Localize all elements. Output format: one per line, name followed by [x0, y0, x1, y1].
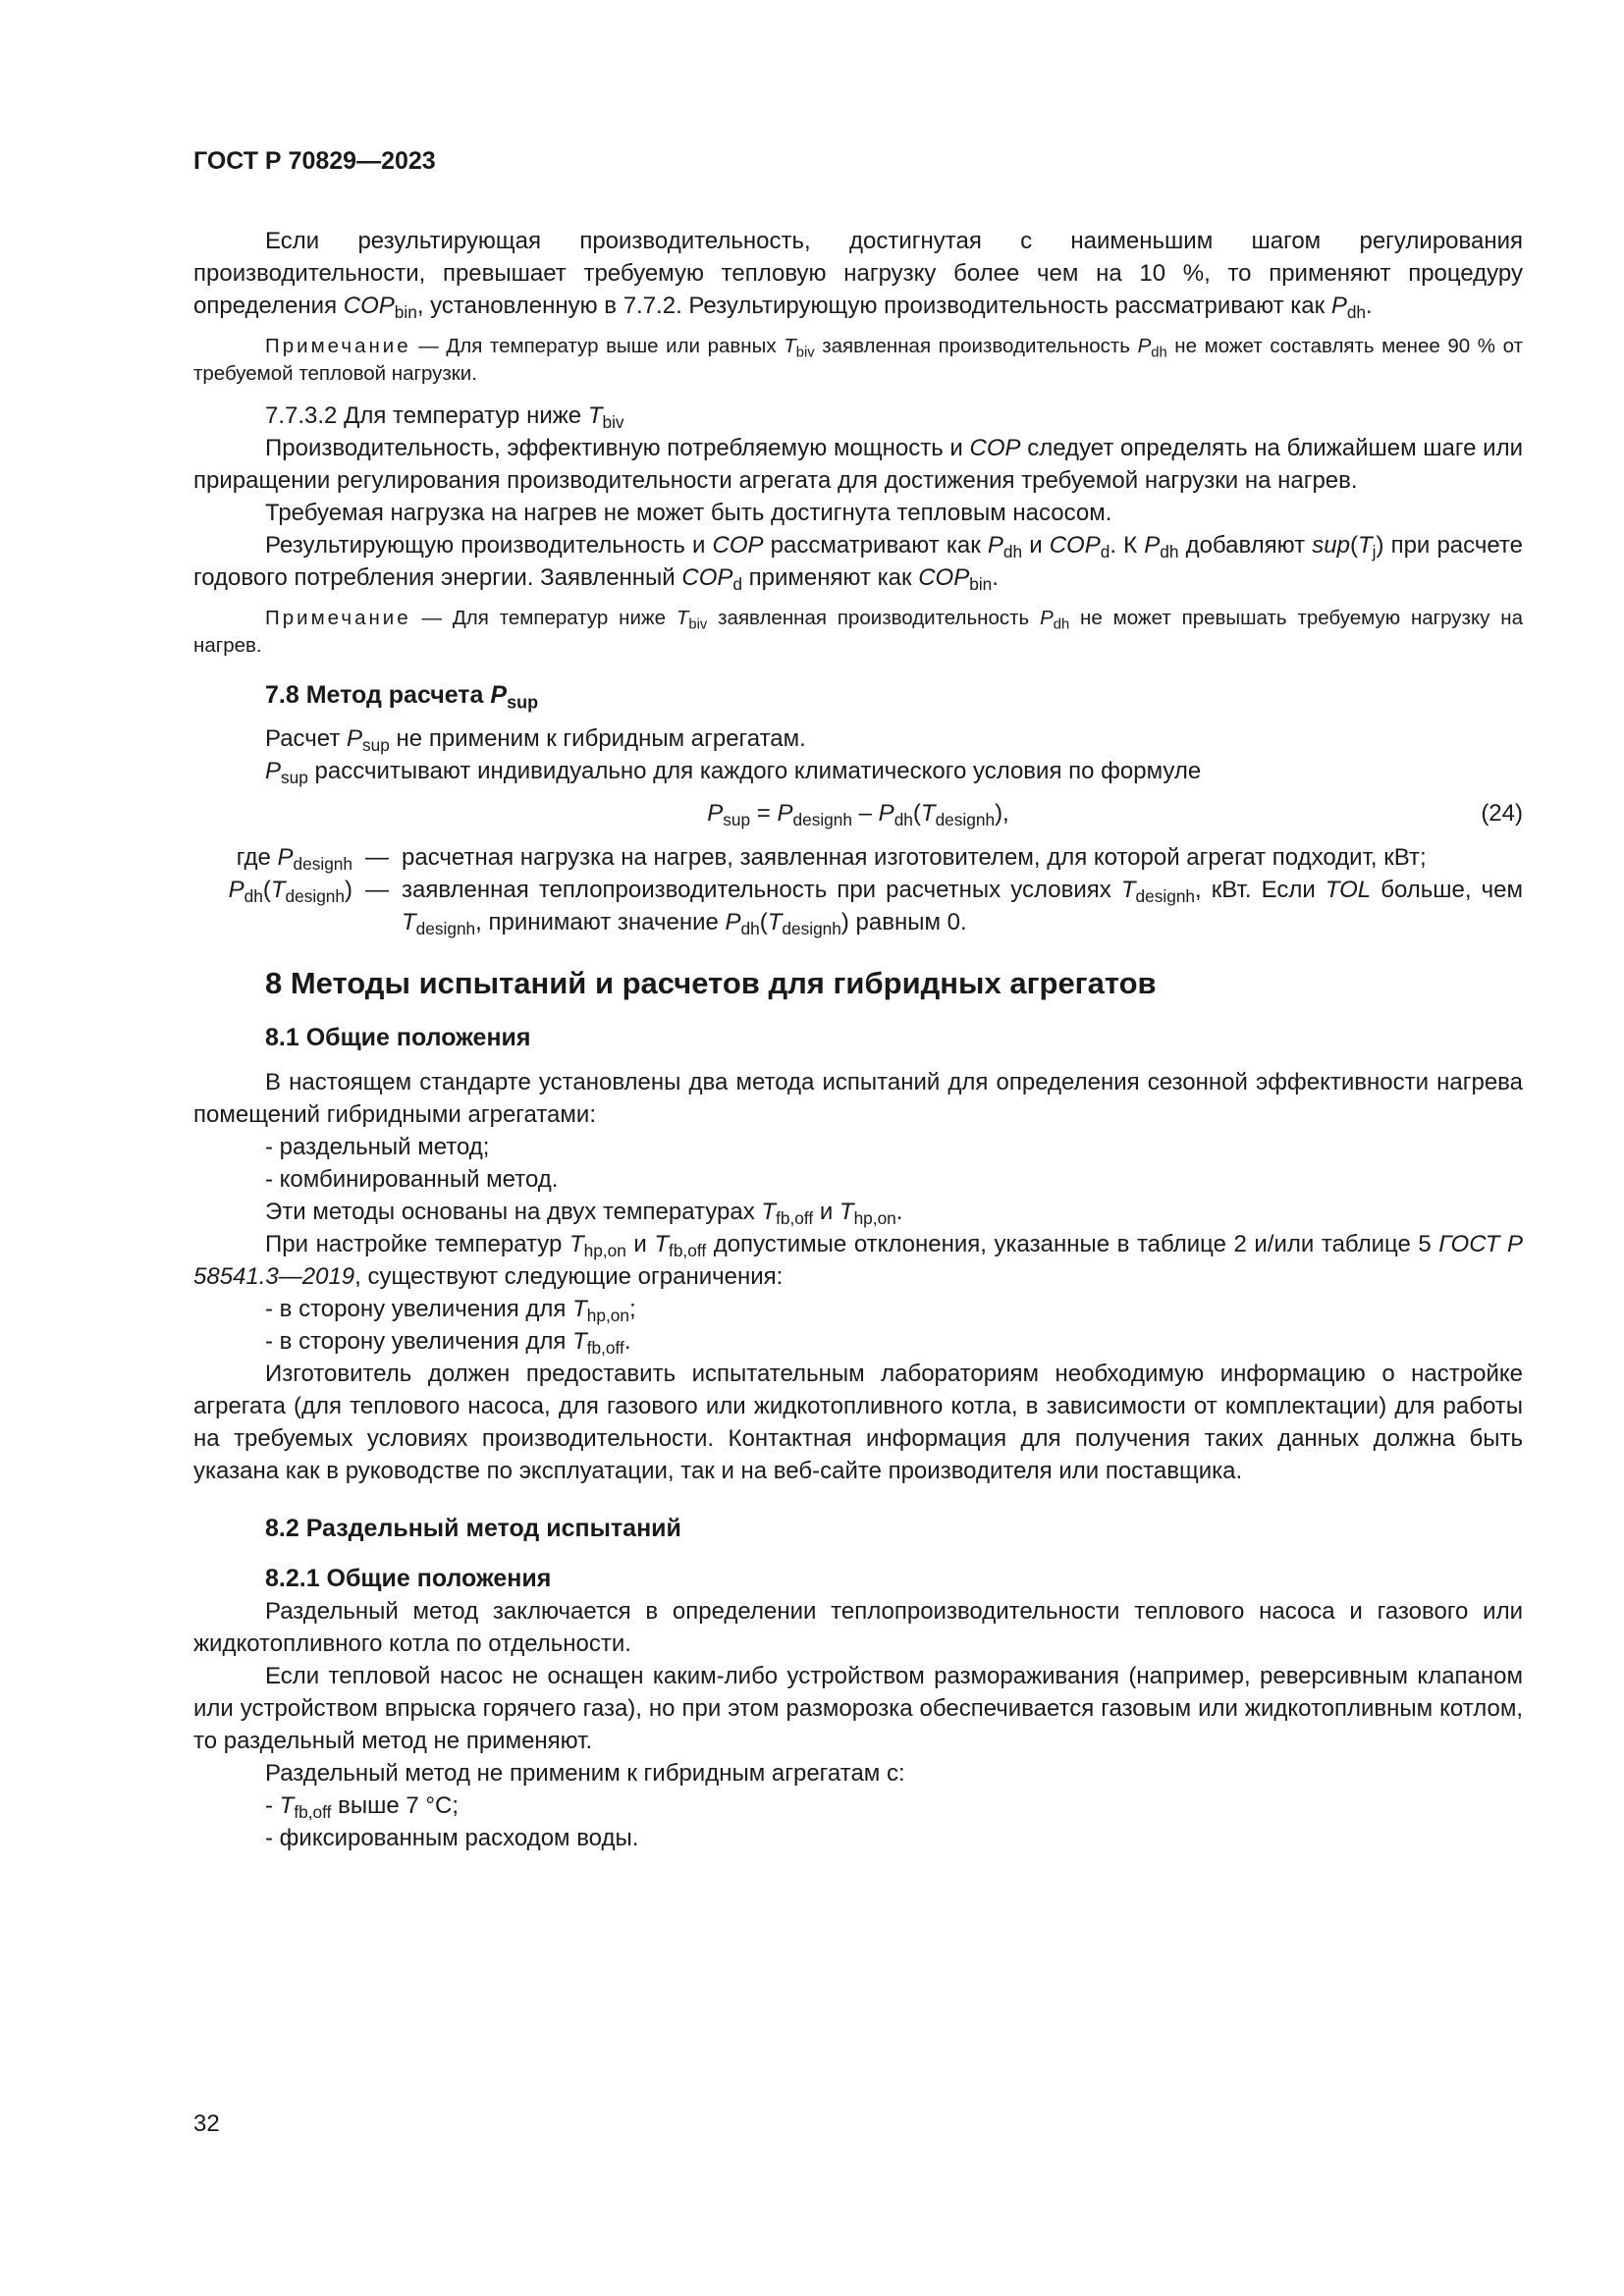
paragraph: Изготовитель должен предоставить испытательным лабораториям необходимую информацию о настройке агрегата (для теплового насоса, для газового или жидкотопливного котла, в зависимости от комплектации) для работы на требуемых условиях производительности. Контактная информация для получения таких данных должна быть указана как в руководстве по эксплуатации, так и на веб-сайте производителя или поставщика. — [193, 1361, 1523, 1484]
paragraph: Раздельный метод заключается в определении теплопроизводительности теплового насоса и газового или жидкотопливного котла по отдельности. — [193, 1598, 1523, 1657]
paragraph: Производительность, эффективную потребляемую мощность и COP следует определять на ближайшем шаге или приращении регулирования производительности агрегата для достижения требуемой нагрузки на нагрев. — [193, 435, 1523, 494]
paragraph: Раздельный метод не применим к гибридным агрегатам с: — [265, 1760, 905, 1787]
definition-item — [193, 874, 1523, 938]
list-item: - $T_{fb,off}$ выше 7 °С; — [265, 1792, 459, 1823]
page-number: 32 — [193, 2110, 220, 2137]
paragraph: При настройке температур $T_{hp,on}$ и $T_{fb,off}$ допустимые отклонения, указанные в таблице 2 и/или таблице 5 ГОСТ Р 58541.3—2019, существуют следующие ограничения: — [193, 1231, 1523, 1290]
section-heading-8-2-1: 8.2.1 Общие положения — [265, 1565, 552, 1592]
definition-term: где $P_{designh}$ — [236, 844, 352, 875]
definition-dash: — — [365, 844, 389, 871]
paragraph: $P_{sup}$ рассчитывают индивидуально для каждого климатического условия по формуле — [265, 758, 1202, 788]
formula-expression: $P_{sup} = P_{designh} - P_{dh}(T_{designh})$, — [707, 800, 1009, 830]
list-item: - фиксированным расходом воды. — [265, 1825, 639, 1851]
definition-description: заявленная теплопроизводительность при расчетных условиях $T_{designh}$, кВт. Если TOL больше, чем $T_{designh}$, принимают значение $P_{dh}(T_{designh})$ равным 0. — [402, 877, 1524, 939]
list-item: - в сторону увеличения для $T_{hp,on}$; — [265, 1296, 636, 1326]
paragraph: Результирующую производительность и COP рассматривают как $P_{dh}$ и $COP_d$. К $P_{dh}$ добавляют $sup(T_j)$ при расчете годового потребления энергии. Заявленный $COP_d$ применяют как $COP_{bin}$. — [193, 532, 1523, 595]
section-heading-8: 8 Методы испытаний и расчетов для гибридных агрегатов — [265, 966, 1157, 1000]
paragraph: Если результирующая производительность, достигнутая с наименьшим шагом регулирования производительности, превышает требуемую тепловую нагрузку более чем на 10 %, то применяют процедуру определения $COP_{bin}$, установленную в 7.7.2. Результирующую производительность рассматривают как $P_{dh}$. — [193, 228, 1523, 323]
paragraph: Эти методы основаны на двух температурах $T_{fb,off}$ и $T_{hp,on}$. — [265, 1199, 903, 1229]
section-heading-7-8: 7.8 Метод расчета $P_{sup}$ — [265, 681, 539, 713]
page-content — [193, 225, 1523, 1854]
formula-number: (24) — [1481, 800, 1523, 827]
note: Примечание — Для температур ниже $T_{biv}$ заявленная производительность $P_{dh}$ не может превышать требуемую нагрузку на нагрев. — [193, 607, 1524, 657]
list-item: - в сторону увеличения для $T_{fb,off}$. — [265, 1328, 631, 1359]
subsection-heading: 7.7.3.2 Для температур ниже $T_{biv}$ — [265, 402, 624, 433]
paragraph: Если тепловой насос не оснащен каким-либо устройством размораживания (например, реверсивным клапаном или устройством впрыска горячего газа), но при этом разморозка обеспечивается газовым или жидкотопливным котлом, то раздельный метод не применяют. — [193, 1663, 1523, 1754]
paragraph: Расчет $P_{sup}$ не применим к гибридным агрегатам. — [265, 725, 806, 756]
note: Примечание — Для температур выше или равных $T_{biv}$ заявленная производительность $P_{dh}$ не может составлять менее 90 % от требуемой тепловой нагрузки. — [193, 335, 1523, 385]
paragraph: Требуемая нагрузка на нагрев не может быть достигнута тепловым насосом. — [265, 500, 1112, 526]
document-header: ГОСТ Р 70829—2023 — [193, 147, 436, 175]
definition-term: $P_{dh}(T_{designh})$ — [228, 877, 352, 907]
section-heading-8-2: 8.2 Раздельный метод испытаний — [265, 1515, 681, 1542]
definition-description: расчетная нагрузка на нагрев, заявленная изготовителем, для которой агрегат подходит, кВт; — [402, 844, 1427, 871]
section-heading-8-1: 8.1 Общие положения — [265, 1024, 531, 1051]
list-item: - комбинированный метод. — [265, 1166, 559, 1193]
formula-24 — [193, 797, 1523, 829]
list-item: - раздельный метод; — [265, 1134, 490, 1160]
paragraph: В настоящем стандарте установлены два метода испытаний для определения сезонной эффективности нагрева помещений гибридными агрегатами: — [193, 1069, 1523, 1128]
definition-item — [193, 841, 1523, 874]
definition-dash: — — [365, 877, 389, 903]
